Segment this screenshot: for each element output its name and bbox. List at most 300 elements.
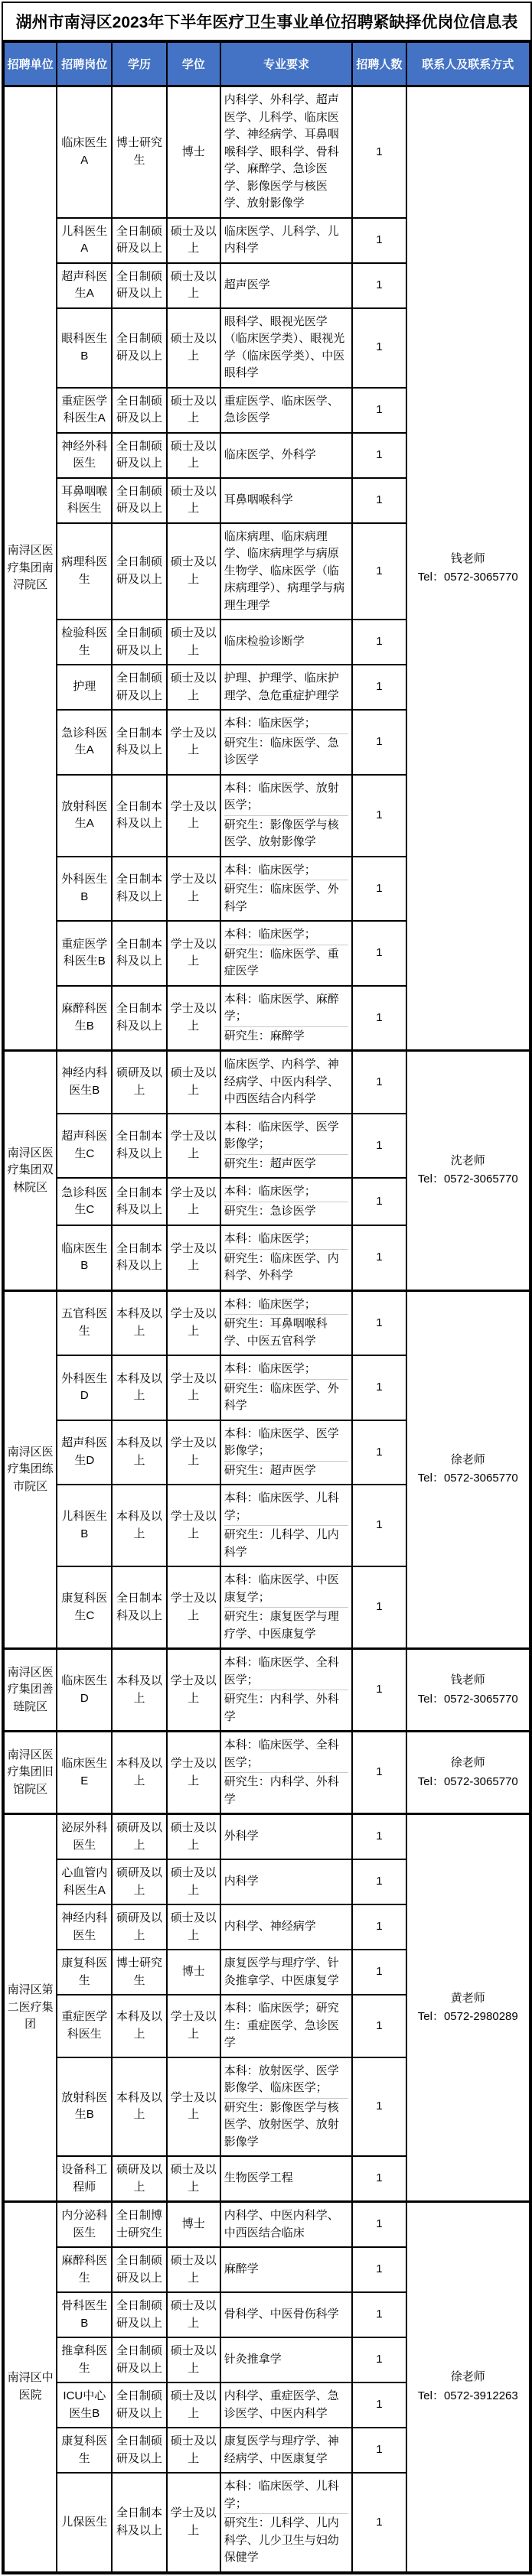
major-segment: 临床病理、临床病理学、临床病理学与病原生物学、临床医学（临床病理学）、病理学与病理生理学: [224, 529, 345, 612]
degree-cell: 博士: [167, 86, 220, 218]
edu-cell: 全日制硕研及以上: [112, 388, 166, 433]
header-cell: 招聘单位: [4, 42, 57, 86]
edu-cell: 硕研及以上: [112, 1051, 166, 1114]
contact-cell: [406, 1290, 530, 1649]
post-cell: 泌尿外科医生: [57, 1814, 112, 1860]
major-segment: 研究生：临床医学、重症医学: [224, 945, 349, 981]
major-segment: 临床检验诊断学: [224, 635, 305, 649]
edu-cell: 全日制硕研及以上: [112, 2292, 166, 2337]
header-cell: 招聘人数: [352, 42, 406, 86]
major-cell: [220, 308, 353, 388]
edu-cell: 全日制硕研及以上: [112, 263, 166, 308]
major-cell: [220, 1732, 353, 1814]
post-cell: 推拿科医生: [57, 2337, 112, 2382]
contact-name: 徐老师: [450, 2370, 485, 2384]
major-cell: [220, 86, 353, 218]
count-cell: 1: [352, 2292, 406, 2337]
degree-cell: 硕士及以上: [167, 308, 220, 388]
major-cell: [220, 1950, 353, 1995]
count-cell: 1: [352, 1290, 406, 1355]
table-row: [4, 1290, 530, 1355]
count-cell: 1: [352, 1904, 406, 1950]
post-cell: 超声科医生D: [57, 1420, 112, 1485]
unit-cell: 南浔区中医院: [4, 2202, 57, 2572]
major-segment: 针灸推拿学: [224, 2353, 282, 2366]
post-cell: 麻醉科医生B: [57, 986, 112, 1051]
degree-cell: 硕士及以上: [167, 2428, 220, 2473]
major-cell: [220, 1178, 353, 1225]
degree-cell: 硕士及以上: [167, 478, 220, 523]
degree-cell: 学士及以上: [167, 1995, 220, 2057]
major-segment: 眼科学、眼视光医学（临床医学类）、眼视光学（临床医学类）、中医眼科学: [224, 314, 345, 379]
table-row: [4, 86, 530, 218]
count-cell: 1: [352, 1859, 406, 1904]
contact-name: 徐老师: [450, 1452, 485, 1466]
contact-cell: [406, 1051, 530, 1291]
count-cell: 1: [352, 433, 406, 478]
count-cell: 1: [352, 1950, 406, 1995]
major-segment: 本科：临床医学；研究生：重症医学、急诊医学: [224, 2002, 339, 2049]
major-cell: [220, 263, 353, 308]
major-cell: [220, 1420, 353, 1485]
table-row: [4, 1649, 530, 1732]
major-cell: [220, 433, 353, 478]
edu-cell: 全日制硕研及以上: [112, 478, 166, 523]
major-segment: 内科学、重症医学、急诊医学、中医内科学: [224, 2389, 339, 2420]
major-cell: [220, 2156, 353, 2202]
post-cell: 外科医生D: [57, 1355, 112, 1420]
major-segment: 耳鼻咽喉科学: [224, 493, 293, 506]
count-cell: 1: [352, 665, 406, 710]
edu-cell: 全日制本科及以上: [112, 1178, 166, 1225]
major-segment: 本科：临床医学；: [224, 1185, 316, 1198]
major-segment: 本科：临床医学；: [224, 928, 316, 941]
major-cell: [220, 986, 353, 1051]
major-segment: 本科：临床医学、医学影像学；: [224, 1120, 339, 1150]
post-cell: 重症医学科医生A: [57, 388, 112, 433]
post-cell: 康复科医生: [57, 2428, 112, 2473]
edu-cell: 硕研及以上: [112, 1904, 166, 1950]
contact-tel: Tel：0572-3065770: [417, 1774, 518, 1788]
count-cell: 1: [352, 775, 406, 857]
major-cell: [220, 1814, 353, 1860]
count-cell: 1: [352, 921, 406, 986]
post-cell: 临床医生E: [57, 1732, 112, 1814]
contact-cell: [406, 1649, 530, 1732]
major-cell: [220, 2292, 353, 2337]
major-segment: 本科：临床医学、儿科学；: [224, 2480, 339, 2510]
count-cell: 1: [352, 2473, 406, 2572]
count-cell: 1: [352, 388, 406, 433]
post-cell: 急诊科医生A: [57, 710, 112, 775]
major-cell: [220, 1225, 353, 1290]
post-cell: 儿保医生: [57, 2473, 112, 2572]
edu-cell: 本科及以上: [112, 1649, 166, 1732]
count-cell: 1: [352, 710, 406, 775]
major-segment: 研究生：影像医学与核医学、放射医学、放射影像学: [224, 2098, 349, 2152]
edu-cell: 全日制硕研及以上: [112, 2382, 166, 2428]
major-segment: 本科：临床医学、医学影像学；: [224, 1426, 339, 1457]
post-cell: 护理: [57, 665, 112, 710]
major-segment: 本科：临床医学、中医康复学；: [224, 1573, 339, 1604]
count-cell: 1: [352, 308, 406, 388]
post-cell: 外科医生B: [57, 857, 112, 922]
unit-cell: 南浔区医疗集团旧馆院区: [4, 1732, 57, 1814]
major-segment: 本科：临床医学；: [224, 863, 316, 877]
degree-cell: 学士及以上: [167, 710, 220, 775]
count-cell: 1: [352, 1051, 406, 1114]
table-header: [4, 42, 530, 86]
edu-cell: 全日制本科及以上: [112, 857, 166, 922]
post-cell: 五官科医生: [57, 1290, 112, 1355]
recruitment-table: [3, 41, 530, 2573]
count-cell: 1: [352, 986, 406, 1051]
degree-cell: 学士及以上: [167, 986, 220, 1051]
degree-cell: 学士及以上: [167, 1732, 220, 1814]
major-segment: 临床医学、外科学: [224, 447, 316, 461]
major-segment: 研究生：康复医学与理疗学、中医康复学: [224, 1607, 349, 1644]
post-cell: 儿科医生B: [57, 1485, 112, 1566]
header-cell: 学历: [112, 42, 166, 86]
major-segment: 外科学: [224, 1830, 259, 1843]
post-cell: 康复科医生C: [57, 1566, 112, 1649]
major-segment: 内科学: [224, 1875, 259, 1888]
edu-cell: 全日制硕研及以上: [112, 2428, 166, 2473]
degree-cell: 硕士及以上: [167, 2337, 220, 2382]
post-cell: 骨科医生B: [57, 2292, 112, 2337]
major-segment: 本科：临床医学；: [224, 1297, 316, 1311]
degree-cell: 硕士及以上: [167, 263, 220, 308]
major-segment: 内科学、中医内科学、中西医结合临床: [224, 2209, 339, 2239]
header-cell: 联系人及联系方式: [406, 42, 530, 86]
major-segment: 本科：临床医学；: [224, 1232, 316, 1245]
contact-cell: [406, 86, 530, 1051]
count-cell: 1: [352, 1649, 406, 1732]
degree-cell: 学士及以上: [167, 1649, 220, 1732]
contact-cell: [406, 2202, 530, 2572]
contact-tel: Tel：0572-3065770: [417, 1692, 518, 1706]
major-segment: 本科：临床医学、放射医学；: [224, 781, 339, 812]
major-cell: [220, 1995, 353, 2057]
post-cell: 心血管内科医生A: [57, 1859, 112, 1904]
degree-cell: 硕士及以上: [167, 433, 220, 478]
post-cell: 临床医生D: [57, 1649, 112, 1732]
major-cell: [220, 775, 353, 857]
contact-name: 沈老师: [450, 1153, 485, 1167]
major-segment: 本科：临床医学；: [224, 1362, 316, 1375]
major-cell: [220, 2247, 353, 2292]
edu-cell: 本科及以上: [112, 1485, 166, 1566]
header-row: [4, 42, 530, 86]
major-cell: [220, 1290, 353, 1355]
major-segment: 内科学、神经病学: [224, 1920, 316, 1934]
post-cell: 神经内科医生: [57, 1904, 112, 1950]
edu-cell: 硕研及以上: [112, 2156, 166, 2202]
edu-cell: 全日制本科及以上: [112, 710, 166, 775]
major-segment: 研究生：内科学、外科学: [224, 1690, 349, 1726]
table-row: [4, 2202, 530, 2248]
contact-tel: Tel：0572-3065770: [417, 1173, 518, 1186]
edu-cell: 全日制本科及以上: [112, 2473, 166, 2572]
major-segment: 康复医学与理疗学、针灸推拿学、中医康复学: [224, 1956, 339, 1987]
major-cell: [220, 665, 353, 710]
major-segment: 研究生：临床医学、急诊医学: [224, 733, 349, 770]
major-cell: [220, 1051, 353, 1114]
count-cell: 1: [352, 478, 406, 523]
post-cell: 康复科医生: [57, 1950, 112, 1995]
edu-cell: 全日制本科及以上: [112, 921, 166, 986]
table-body: [4, 86, 530, 2572]
major-segment: 研究生：临床医学、外科学: [224, 1379, 349, 1416]
major-cell: [220, 1859, 353, 1904]
edu-cell: 全日制本科及以上: [112, 986, 166, 1051]
table-row: [4, 1051, 530, 1114]
major-segment: 本科：临床医学、麻醉学；: [224, 992, 339, 1023]
major-segment: 研究生：儿科学、儿内科学、儿少卫生与妇幼保健学: [224, 2513, 349, 2568]
degree-cell: 硕士及以上: [167, 1859, 220, 1904]
unit-cell: 南浔区第二医疗集团: [4, 1814, 57, 2202]
edu-cell: 全日制硕研及以上: [112, 523, 166, 620]
count-cell: 1: [352, 857, 406, 922]
post-cell: 神经内科医生B: [57, 1051, 112, 1114]
edu-cell: 本科及以上: [112, 1995, 166, 2057]
count-cell: 1: [352, 2382, 406, 2428]
degree-cell: 学士及以上: [167, 1485, 220, 1566]
recruitment-info-sheet: [2, 2, 532, 2574]
degree-cell: 硕士及以上: [167, 1814, 220, 1860]
major-cell: [220, 857, 353, 922]
count-cell: 1: [352, 2156, 406, 2202]
edu-cell: 全日制硕研及以上: [112, 620, 166, 665]
post-cell: 眼科医生B: [57, 308, 112, 388]
post-cell: ICU中心医生B: [57, 2382, 112, 2428]
degree-cell: 硕士及以上: [167, 620, 220, 665]
table-row: [4, 1732, 530, 1814]
degree-cell: 硕士及以上: [167, 665, 220, 710]
post-cell: 急诊科医生C: [57, 1178, 112, 1225]
edu-cell: 全日制硕研及以上: [112, 2337, 166, 2382]
contact-name: 钱老师: [450, 551, 485, 565]
major-cell: [220, 523, 353, 620]
edu-cell: 全日制硕研及以上: [112, 218, 166, 263]
degree-cell: 学士及以上: [167, 1114, 220, 1179]
edu-cell: 本科及以上: [112, 1290, 166, 1355]
major-cell: [220, 1566, 353, 1649]
major-cell: [220, 2382, 353, 2428]
degree-cell: 学士及以上: [167, 1225, 220, 1290]
unit-cell: 南浔区医疗集团善琏院区: [4, 1649, 57, 1732]
count-cell: 1: [352, 1178, 406, 1225]
post-cell: 放射科医生B: [57, 2057, 112, 2157]
major-segment: 研究生：临床医学、内科学、外科学: [224, 1249, 349, 1286]
count-cell: 1: [352, 1485, 406, 1566]
degree-cell: 学士及以上: [167, 1178, 220, 1225]
edu-cell: 硕研及以上: [112, 1814, 166, 1860]
count-cell: 1: [352, 1814, 406, 1860]
edu-cell: 本科及以上: [112, 1355, 166, 1420]
degree-cell: 硕士及以上: [167, 1904, 220, 1950]
degree-cell: 硕士及以上: [167, 2247, 220, 2292]
major-cell: [220, 478, 353, 523]
degree-cell: 硕士及以上: [167, 523, 220, 620]
major-segment: 本科：临床医学；: [224, 717, 316, 730]
count-cell: 1: [352, 1995, 406, 2057]
degree-cell: 学士及以上: [167, 1566, 220, 1649]
major-segment: 超声医学: [224, 278, 270, 291]
major-segment: 本科：临床医学、全科医学；: [224, 1738, 339, 1769]
major-cell: [220, 710, 353, 775]
major-segment: 本科：临床医学、全科医学；: [224, 1656, 339, 1686]
edu-cell: 全日制本科及以上: [112, 775, 166, 857]
contact-tel: Tel：0572-3065770: [417, 571, 518, 584]
degree-cell: 学士及以上: [167, 2473, 220, 2572]
degree-cell: 硕士及以上: [167, 2156, 220, 2202]
count-cell: 1: [352, 1420, 406, 1485]
major-segment: 研究生：内科学、外科学: [224, 1772, 349, 1809]
major-cell: [220, 1114, 353, 1179]
unit-cell: 南浔区医疗集团双林院区: [4, 1051, 57, 1291]
header-cell: 招聘岗位: [57, 42, 112, 86]
major-segment: 本科：临床医学、儿科学；: [224, 1491, 339, 1522]
degree-cell: 学士及以上: [167, 775, 220, 857]
edu-cell: 本科及以上: [112, 2057, 166, 2157]
major-segment: 研究生：耳鼻咽喉科学、中医五官科学: [224, 1314, 349, 1351]
major-segment: 临床医学、儿科学、儿内科学: [224, 224, 339, 255]
contact-name: 黄老师: [450, 1991, 485, 2005]
count-cell: 1: [352, 1732, 406, 1814]
count-cell: 1: [352, 1114, 406, 1179]
contact-name: 徐老师: [450, 1756, 485, 1769]
post-cell: 超声科医生A: [57, 263, 112, 308]
contact-cell: [406, 1814, 530, 2202]
count-cell: 1: [352, 523, 406, 620]
post-cell: 临床医生A: [57, 86, 112, 218]
major-segment: 研究生：麻醉学: [224, 1026, 349, 1046]
edu-cell: 全日制本科及以上: [112, 1225, 166, 1290]
unit-cell: 南浔区医疗集团南浔院区: [4, 86, 57, 1051]
major-segment: 临床医学、内科学、神经病学、中医内科学、中西医结合内科学: [224, 1058, 339, 1105]
degree-cell: 博士: [167, 1950, 220, 1995]
count-cell: 1: [352, 1355, 406, 1420]
degree-cell: 硕士及以上: [167, 2382, 220, 2428]
post-cell: 麻醉科医生: [57, 2247, 112, 2292]
major-cell: [220, 1649, 353, 1732]
major-cell: [220, 620, 353, 665]
edu-cell: 全日制本科及以上: [112, 1566, 166, 1649]
degree-cell: 硕士及以上: [167, 388, 220, 433]
major-segment: 护理、护理学、临床护理学、急危重症护理学: [224, 672, 339, 702]
major-segment: 研究生：急诊医学: [224, 1202, 349, 1221]
degree-cell: 学士及以上: [167, 2057, 220, 2157]
major-cell: [220, 1904, 353, 1950]
major-cell: [220, 2057, 353, 2157]
major-segment: 研究生：儿科学、儿内科学: [224, 1525, 349, 1562]
contact-tel: Tel：0572-2980289: [417, 2010, 518, 2023]
post-cell: 超声科医生C: [57, 1114, 112, 1179]
edu-cell: 全日制本科及以上: [112, 1114, 166, 1179]
post-cell: 神经外科医生: [57, 433, 112, 478]
post-cell: 内分泌科医生: [57, 2202, 112, 2248]
degree-cell: 学士及以上: [167, 1355, 220, 1420]
major-cell: [220, 218, 353, 263]
major-segment: 骨科学、中医骨伤科学: [224, 2308, 339, 2321]
post-cell: 放射科医生A: [57, 775, 112, 857]
edu-cell: 全日制博士研究生: [112, 2202, 166, 2248]
count-cell: 1: [352, 1566, 406, 1649]
post-cell: 临床医生B: [57, 1225, 112, 1290]
unit-cell: 南浔区医疗集团练市院区: [4, 1290, 57, 1649]
degree-cell: 学士及以上: [167, 1290, 220, 1355]
major-segment: 康复医学与理疗学、神经病学、中医康复学: [224, 2435, 339, 2465]
edu-cell: 全日制硕研及以上: [112, 2247, 166, 2292]
post-cell: 设备科工程师: [57, 2156, 112, 2202]
major-cell: [220, 2428, 353, 2473]
post-cell: 耳鼻咽喉科医生: [57, 478, 112, 523]
post-cell: 重症医学科医生: [57, 1995, 112, 2057]
major-cell: [220, 1355, 353, 1420]
degree-cell: 硕士及以上: [167, 2292, 220, 2337]
major-segment: 研究生：临床医学、外科学: [224, 880, 349, 916]
edu-cell: 本科及以上: [112, 1732, 166, 1814]
major-cell: [220, 388, 353, 433]
count-cell: 1: [352, 2202, 406, 2248]
major-cell: [220, 2337, 353, 2382]
major-segment: 研究生：影像医学与核医学、放射影像学: [224, 815, 349, 852]
count-cell: 1: [352, 2428, 406, 2473]
degree-cell: 博士: [167, 2202, 220, 2248]
edu-cell: 博士研究生: [112, 1950, 166, 1995]
contact-name: 钱老师: [450, 1673, 485, 1686]
post-cell: 病理科医生: [57, 523, 112, 620]
edu-cell: 全日制硕研及以上: [112, 433, 166, 478]
edu-cell: 博士研究生: [112, 86, 166, 218]
count-cell: 1: [352, 620, 406, 665]
count-cell: 1: [352, 218, 406, 263]
major-segment: 内科学、外科学、超声医学、儿科学、临床医学、神经病学、耳鼻咽喉科学、眼科学、骨科学、麻醉学、急诊医学、影像医学与核医学、放射影像学: [224, 93, 339, 210]
post-cell: 儿科医生A: [57, 218, 112, 263]
page-title: 湖州市南浔区2023年下半年医疗卫生事业单位招聘紧缺择优岗位信息表: [3, 3, 530, 41]
post-cell: 重症医学科医生B: [57, 921, 112, 986]
count-cell: 1: [352, 86, 406, 218]
major-segment: 本科：放射医学、医学影像学、临床医学；: [224, 2064, 339, 2094]
header-cell: 专业要求: [220, 42, 353, 86]
degree-cell: 学士及以上: [167, 1420, 220, 1485]
count-cell: 1: [352, 2247, 406, 2292]
contact-tel: Tel：0572-3065770: [417, 1472, 518, 1485]
major-cell: [220, 921, 353, 986]
degree-cell: 学士及以上: [167, 921, 220, 986]
major-segment: 生物医学工程: [224, 2171, 293, 2185]
degree-cell: 学士及以上: [167, 857, 220, 922]
major-cell: [220, 1485, 353, 1566]
major-cell: [220, 2473, 353, 2572]
count-cell: 1: [352, 1225, 406, 1290]
major-cell: [220, 2202, 353, 2248]
edu-cell: 硕研及以上: [112, 1859, 166, 1904]
header-cell: 学位: [167, 42, 220, 86]
edu-cell: 全日制硕研及以上: [112, 665, 166, 710]
count-cell: 1: [352, 2337, 406, 2382]
edu-cell: 本科及以上: [112, 1420, 166, 1485]
contact-tel: Tel：0572-3912263: [417, 2389, 518, 2402]
contact-cell: [406, 1732, 530, 1814]
edu-cell: 全日制硕研及以上: [112, 308, 166, 388]
major-segment: 麻醉学: [224, 2262, 259, 2276]
count-cell: 1: [352, 263, 406, 308]
major-segment: 研究生：超声医学: [224, 1154, 349, 1174]
table-row: [4, 1814, 530, 1860]
major-segment: 重症医学、临床医学、急诊医学: [224, 394, 339, 424]
